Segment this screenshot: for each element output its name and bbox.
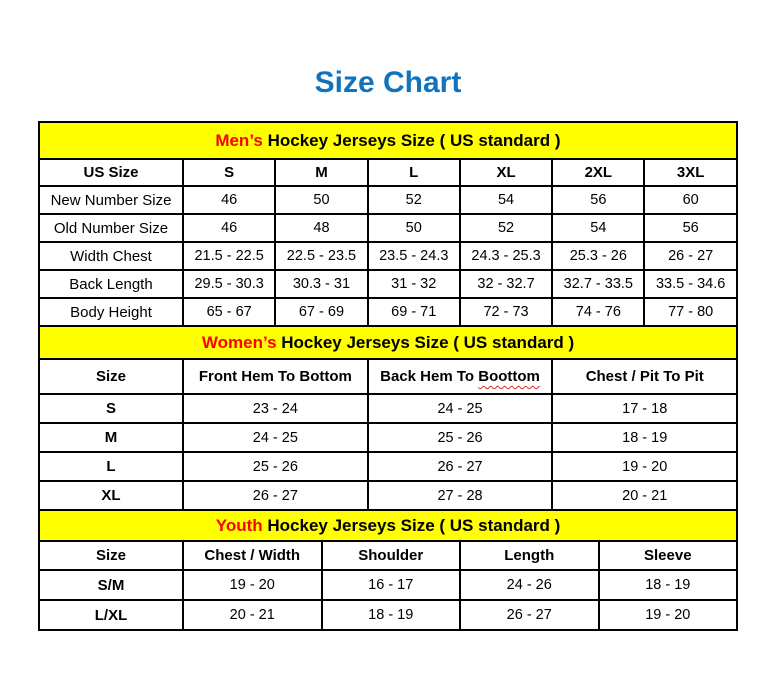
row-label: M bbox=[39, 423, 183, 452]
table-cell: 54 bbox=[460, 186, 552, 214]
table-cell: 33.5 - 34.6 bbox=[644, 270, 736, 298]
table-cell: 50 bbox=[275, 186, 367, 214]
table-cell: 16 - 17 bbox=[322, 570, 461, 600]
table-cell: 23 - 24 bbox=[183, 394, 368, 423]
mens-table-row bbox=[39, 186, 737, 214]
row-label: Back Length bbox=[39, 270, 183, 298]
column-header-chest-pit: Chest / Pit To Pit bbox=[552, 359, 737, 394]
mens-column-header-row bbox=[39, 159, 737, 186]
column-header-us-size: US Size bbox=[39, 159, 183, 186]
mens-table-row bbox=[39, 298, 737, 326]
table-cell: 77 - 80 bbox=[644, 298, 736, 326]
column-header-sleeve: Sleeve bbox=[599, 541, 738, 570]
table-cell: 20 - 21 bbox=[183, 600, 322, 630]
womens-column-header-row bbox=[39, 359, 737, 394]
table-cell: 52 bbox=[368, 186, 460, 214]
table-cell: 25 - 26 bbox=[368, 423, 553, 452]
column-header-s: S bbox=[183, 159, 275, 186]
column-header-chest-width: Chest / Width bbox=[183, 541, 322, 570]
youth-section-band bbox=[39, 510, 737, 541]
column-header-shoulder: Shoulder bbox=[322, 541, 461, 570]
column-header-front-hem: Front Hem To Bottom bbox=[183, 359, 368, 394]
table-cell: 31 - 32 bbox=[368, 270, 460, 298]
column-header-3xl: 3XL bbox=[644, 159, 736, 186]
table-cell: 27 - 28 bbox=[368, 481, 553, 510]
row-label: L bbox=[39, 452, 183, 481]
table-cell: 24.3 - 25.3 bbox=[460, 242, 552, 270]
row-label: Body Height bbox=[39, 298, 183, 326]
mens-table-row bbox=[39, 270, 737, 298]
womens-table-row bbox=[39, 481, 737, 510]
column-header-size: Size bbox=[39, 359, 183, 394]
row-label: S bbox=[39, 394, 183, 423]
row-label: XL bbox=[39, 481, 183, 510]
table-cell: 25 - 26 bbox=[183, 452, 368, 481]
youth-column-header-row bbox=[39, 541, 737, 570]
size-chart bbox=[38, 121, 736, 631]
column-header-size: Size bbox=[39, 541, 183, 570]
table-cell: 23.5 - 24.3 bbox=[368, 242, 460, 270]
youth-section-title bbox=[39, 510, 737, 541]
youth-section-title-rest: Hockey Jerseys Size ( US standard ) bbox=[262, 515, 561, 535]
column-header-back-hem bbox=[368, 359, 553, 394]
mens-table-row bbox=[39, 242, 737, 270]
table-cell: 20 - 21 bbox=[552, 481, 737, 510]
table-cell: 19 - 20 bbox=[599, 600, 738, 630]
womens-section-title-highlight: Women’s bbox=[201, 332, 277, 352]
table-cell: 26 - 27 bbox=[368, 452, 553, 481]
mens-table-row bbox=[39, 214, 737, 242]
column-header-length: Length bbox=[460, 541, 599, 570]
table-cell: 22.5 - 23.5 bbox=[275, 242, 367, 270]
womens-size-table bbox=[38, 325, 738, 511]
back-hem-label: Back Hem To bbox=[380, 368, 479, 385]
table-cell: 56 bbox=[552, 186, 644, 214]
table-cell: 24 - 25 bbox=[368, 394, 553, 423]
youth-section-title-highlight: Youth bbox=[215, 515, 263, 535]
youth-table-row bbox=[39, 600, 737, 630]
row-label: S/M bbox=[39, 570, 183, 600]
column-header-m: M bbox=[275, 159, 367, 186]
table-cell: 32 - 32.7 bbox=[460, 270, 552, 298]
youth-size-table bbox=[38, 509, 738, 631]
table-cell: 18 - 19 bbox=[599, 570, 738, 600]
table-cell: 21.5 - 22.5 bbox=[183, 242, 275, 270]
table-cell: 69 - 71 bbox=[368, 298, 460, 326]
table-cell: 24 - 25 bbox=[183, 423, 368, 452]
mens-section-title-rest: Hockey Jerseys Size ( US standard ) bbox=[262, 130, 561, 150]
table-cell: 26 - 27 bbox=[644, 242, 736, 270]
table-cell: 18 - 19 bbox=[552, 423, 737, 452]
womens-table-row bbox=[39, 452, 737, 481]
table-cell: 24 - 26 bbox=[460, 570, 599, 600]
table-cell: 52 bbox=[460, 214, 552, 242]
back-hem-misspelled-word: Boottom bbox=[478, 368, 540, 385]
table-cell: 46 bbox=[183, 186, 275, 214]
table-cell: 67 - 69 bbox=[275, 298, 367, 326]
womens-table-row bbox=[39, 423, 737, 452]
table-cell: 54 bbox=[552, 214, 644, 242]
mens-section-band bbox=[39, 122, 737, 159]
row-label: Width Chest bbox=[39, 242, 183, 270]
table-cell: 25.3 - 26 bbox=[552, 242, 644, 270]
table-cell: 65 - 67 bbox=[183, 298, 275, 326]
table-cell: 48 bbox=[275, 214, 367, 242]
table-cell: 56 bbox=[644, 214, 736, 242]
page-title: Size Chart bbox=[314, 66, 462, 99]
table-cell: 29.5 - 30.3 bbox=[183, 270, 275, 298]
table-cell: 32.7 - 33.5 bbox=[552, 270, 644, 298]
womens-table-row bbox=[39, 394, 737, 423]
womens-section-title bbox=[39, 326, 737, 359]
mens-section-title-highlight: Men’s bbox=[215, 130, 263, 150]
table-cell: 50 bbox=[368, 214, 460, 242]
table-cell: 74 - 76 bbox=[552, 298, 644, 326]
table-cell: 60 bbox=[644, 186, 736, 214]
table-cell: 19 - 20 bbox=[552, 452, 737, 481]
column-header-2xl: 2XL bbox=[552, 159, 644, 186]
youth-table-row bbox=[39, 570, 737, 600]
row-label: L/XL bbox=[39, 600, 183, 630]
mens-section-title bbox=[39, 122, 737, 159]
table-cell: 72 - 73 bbox=[460, 298, 552, 326]
column-header-xl: XL bbox=[460, 159, 552, 186]
column-header-l: L bbox=[368, 159, 460, 186]
table-cell: 17 - 18 bbox=[552, 394, 737, 423]
row-label: Old Number Size bbox=[39, 214, 183, 242]
womens-section-title-rest: Hockey Jerseys Size ( US standard ) bbox=[276, 332, 575, 352]
table-cell: 26 - 27 bbox=[183, 481, 368, 510]
table-cell: 18 - 19 bbox=[322, 600, 461, 630]
table-cell: 30.3 - 31 bbox=[275, 270, 367, 298]
womens-section-band bbox=[39, 326, 737, 359]
table-cell: 46 bbox=[183, 214, 275, 242]
table-cell: 26 - 27 bbox=[460, 600, 599, 630]
row-label: New Number Size bbox=[39, 186, 183, 214]
mens-size-table bbox=[38, 121, 738, 327]
table-cell: 19 - 20 bbox=[183, 570, 322, 600]
